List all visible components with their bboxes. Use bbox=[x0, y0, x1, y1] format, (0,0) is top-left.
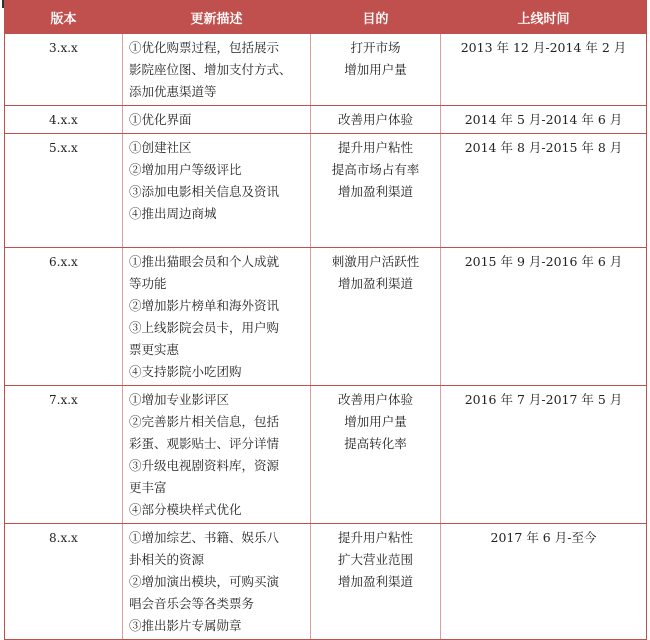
launch-time-cell: 2014 年 8 月-2015 年 8 月 bbox=[441, 134, 647, 248]
version-cell: 8.x.x bbox=[5, 524, 123, 640]
version-cell: 3.x.x bbox=[5, 34, 123, 106]
description-line: ③升级电视剧资料库，资源 bbox=[129, 458, 280, 473]
version-cell: 4.x.x bbox=[5, 106, 123, 134]
launch-time-cell: 2017 年 6 月-至今 bbox=[441, 524, 647, 640]
purpose-line: 增加盈利渠道 bbox=[337, 276, 413, 291]
description-line: ③推出影片专属勋章 bbox=[129, 618, 242, 633]
launch-time-cell: 2013 年 12 月-2014 年 2 月 bbox=[441, 34, 647, 106]
description-line: 更丰富 bbox=[129, 480, 167, 495]
purpose-line: 提高转化率 bbox=[344, 436, 407, 451]
table-row bbox=[5, 34, 647, 106]
description-cell bbox=[123, 134, 311, 248]
header-description: 更新描述 bbox=[123, 1, 311, 34]
table-row bbox=[5, 386, 647, 524]
description-cell bbox=[123, 524, 311, 640]
purpose-line: 扩大营业范围 bbox=[337, 552, 413, 567]
description-line: ④推出周边商城 bbox=[129, 206, 217, 221]
purpose-line: 打开市场 bbox=[350, 40, 401, 55]
version-history-table bbox=[4, 0, 647, 640]
description-line: 唱会音乐会等各类票务 bbox=[129, 596, 255, 611]
header-version: 版本 bbox=[5, 1, 123, 34]
description-line: ③添加电影相关信息及资讯 bbox=[129, 184, 280, 199]
description-line: 卦相关的资源 bbox=[129, 552, 205, 567]
table-row bbox=[5, 134, 647, 248]
table-row bbox=[5, 106, 647, 134]
purpose-cell bbox=[311, 134, 441, 248]
launch-time-cell: 2014 年 5 月-2014 年 6 月 bbox=[441, 106, 647, 134]
purpose-cell bbox=[311, 34, 441, 106]
launch-time-cell: 2015 年 9 月-2016 年 6 月 bbox=[441, 248, 647, 386]
description-line: 添加优惠渠道等 bbox=[129, 84, 217, 99]
description-cell bbox=[123, 34, 311, 106]
purpose-line: 增加用户量 bbox=[344, 414, 407, 429]
description-line: ③上线影院会员卡，用户购 bbox=[129, 320, 280, 335]
table-row bbox=[5, 248, 647, 386]
description-line: ②增加用户等级评比 bbox=[129, 162, 242, 177]
purpose-cell bbox=[311, 386, 441, 524]
description-line: 等功能 bbox=[129, 276, 167, 291]
purpose-line: 增加盈利渠道 bbox=[337, 184, 413, 199]
purpose-line: 改善用户体验 bbox=[337, 392, 413, 407]
purpose-cell bbox=[311, 248, 441, 386]
purpose-cell bbox=[311, 524, 441, 640]
table-row bbox=[5, 524, 647, 640]
purpose-line: 提升用户粘性 bbox=[337, 140, 413, 155]
purpose-cell bbox=[311, 106, 441, 134]
description-line: ④部分模块样式优化 bbox=[129, 502, 242, 517]
purpose-line: 增加盈利渠道 bbox=[337, 574, 413, 589]
description-line: ②增加演出模块，可购买演 bbox=[129, 574, 280, 589]
description-line: 影院座位图、增加支付方式、 bbox=[129, 62, 292, 77]
description-line: 彩蛋、观影贴士、评分详情 bbox=[129, 436, 280, 451]
description-line: ①创建社区 bbox=[129, 140, 192, 155]
version-cell: 5.x.x bbox=[5, 134, 123, 248]
header-launch-time: 上线时间 bbox=[441, 1, 647, 34]
purpose-line: 刺激用户活跃性 bbox=[331, 254, 420, 269]
table-header-row bbox=[5, 1, 647, 34]
version-cell: 7.x.x bbox=[5, 386, 123, 524]
purpose-line: 提高市场占有率 bbox=[331, 162, 420, 177]
description-line: ①推出猫眼会员和个人成就 bbox=[129, 254, 280, 269]
description-line: ②增加影片榜单和海外资讯 bbox=[129, 298, 280, 313]
launch-time-cell: 2016 年 7 月-2017 年 5 月 bbox=[441, 386, 647, 524]
description-line: ①增加专业影评区 bbox=[129, 392, 230, 407]
description-cell bbox=[123, 106, 311, 134]
purpose-line: 改善用户体验 bbox=[337, 112, 413, 127]
description-line: ①优化界面 bbox=[129, 112, 192, 127]
description-cell bbox=[123, 386, 311, 524]
version-history-table-wrapper bbox=[4, 0, 646, 640]
purpose-line: 增加用户量 bbox=[344, 62, 407, 77]
version-cell: 6.x.x bbox=[5, 248, 123, 386]
purpose-line: 提升用户粘性 bbox=[337, 530, 413, 545]
description-line: 票更实惠 bbox=[129, 342, 180, 357]
description-line: ①优化购票过程，包括展示 bbox=[129, 40, 280, 55]
header-purpose: 目的 bbox=[311, 1, 441, 34]
description-line: ②完善影片相关信息，包括 bbox=[129, 414, 280, 429]
description-line: ①增加综艺、书籍、娱乐八 bbox=[129, 530, 280, 545]
description-line: ④支持影院小吃团购 bbox=[129, 364, 242, 379]
description-cell bbox=[123, 248, 311, 386]
